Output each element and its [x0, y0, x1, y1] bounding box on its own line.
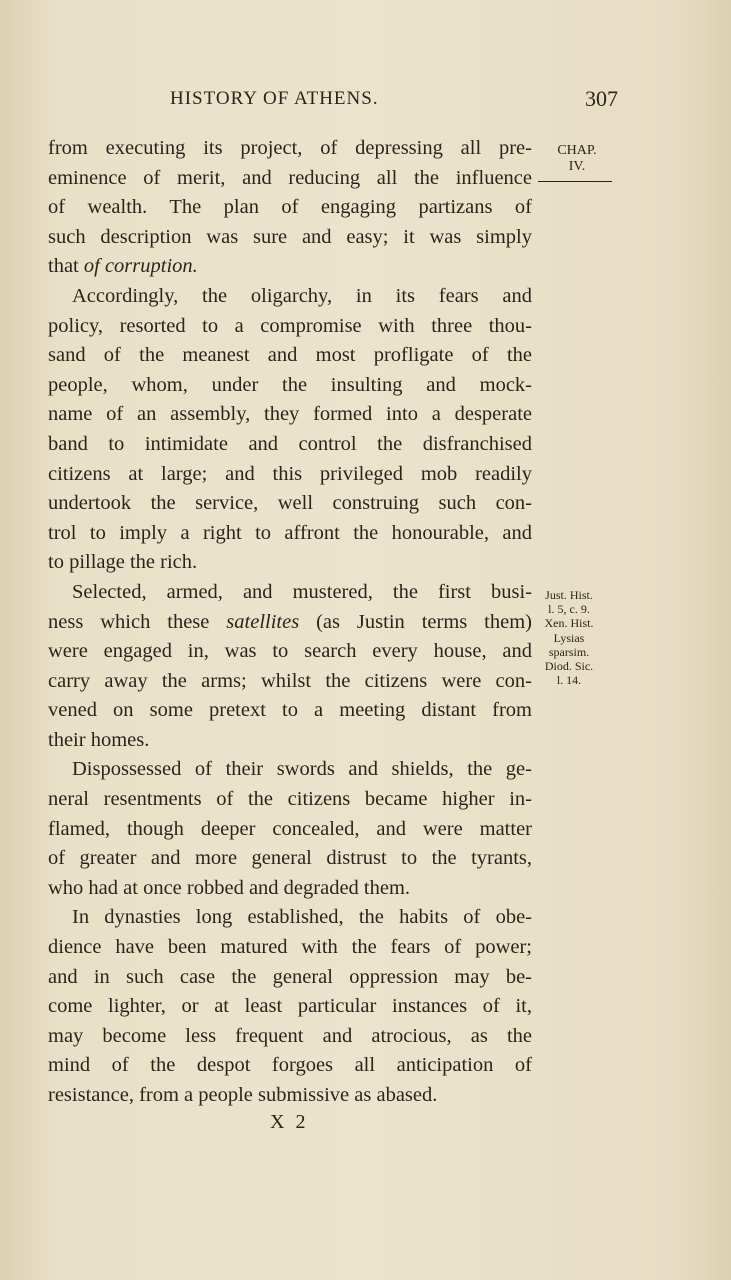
ref-line: Lysias: [553, 630, 585, 645]
ref-line: Diod. Sic.: [544, 659, 594, 674]
marginal-references: [532, 588, 606, 687]
text-line: dience have been matured with the fears of power;: [48, 936, 532, 959]
text-line: come lighter, or at least particular instances of it,: [48, 995, 532, 1018]
text-line: carry away the arms; whilst the citizens were con-: [48, 669, 532, 692]
text-line: [48, 252, 532, 282]
paragraph-start: Selected, armed, and mustered, the first busi-: [72, 580, 532, 603]
text-line: undertook the service, well construing such con-: [48, 492, 532, 515]
text-line: trol to imply a right to affront the honourable, and: [48, 521, 532, 544]
paragraph-start: In dynasties long established, the habits of obe-: [72, 906, 532, 929]
text-line: from executing its project, of depressing all pre-: [48, 137, 532, 159]
paragraph-start: Dispossessed of their swords and shields, the ge-: [72, 758, 532, 781]
text-line: resistance, from a people submissive as abased.: [48, 1084, 438, 1106]
text-line: of wealth. The plan of engaging partizans of: [48, 196, 532, 219]
ref-line: l. 14.: [556, 673, 582, 688]
text-line: name of an assembly, they formed into a desperate: [48, 403, 532, 426]
text-line: their homes.: [48, 728, 150, 751]
ref-line: l. 5, c. 9.: [548, 602, 590, 617]
ref-line: Just. Hist.: [545, 588, 593, 602]
running-head: HISTORY OF ATHENS.: [170, 88, 379, 109]
text-line: sand of the meanest and most profligate of the: [48, 344, 532, 367]
text-line: of greater and more general distrust to the tyrants,: [48, 847, 532, 870]
body-text: [48, 134, 532, 1111]
text-line: neral resentments of the citizens became higher in-: [48, 788, 532, 811]
italic-phrase: of corruption.: [83, 255, 198, 278]
text-line: to pillage the rich.: [48, 551, 198, 574]
text-run: that: [48, 255, 84, 278]
chapter-number: IV.: [568, 159, 586, 174]
text-line: citizens at large; and this privileged mob readily: [48, 462, 532, 485]
text-line: [48, 608, 532, 638]
ref-line: Xen. Hist.: [544, 616, 594, 631]
chapter-rule: [538, 181, 612, 182]
ref-line: sparsim.: [548, 644, 590, 659]
text-line: band to intimidate and control the disfranchised: [48, 432, 532, 455]
text-line: and in such case the general oppression may be-: [48, 965, 532, 988]
italic-word: satellites: [226, 610, 300, 633]
text-line: were engaged in, was to search every house, and: [48, 640, 532, 663]
page-number: 307: [585, 86, 618, 111]
text-line: may become less frequent and atrocious, as the: [48, 1024, 532, 1047]
chapter-marker: [546, 143, 608, 175]
chapter-label: CHAP.: [557, 143, 597, 158]
signature-mark: X 2: [270, 1111, 309, 1133]
text-line: who had at once robbed and degraded them.: [48, 876, 411, 899]
text-line: vened on some pretext to a meeting distant from: [48, 699, 532, 722]
paragraph-start: Accordingly, the oligarchy, in its fears and: [72, 284, 532, 307]
text-run: ness which these: [48, 610, 227, 633]
text-line: people, whom, under the insulting and mock-: [48, 373, 532, 396]
text-line: flamed, though deeper concealed, and were matter: [48, 817, 532, 840]
text-line: mind of the despot forgoes all anticipation of: [48, 1054, 532, 1077]
text-line: policy, resorted to a compromise with three thou-: [48, 314, 532, 337]
text-line: such description was sure and easy; it was simply: [48, 225, 532, 248]
text-line: eminence of merit, and reducing all the influence: [48, 166, 532, 189]
text-run: (as Justin terms them): [299, 610, 532, 633]
